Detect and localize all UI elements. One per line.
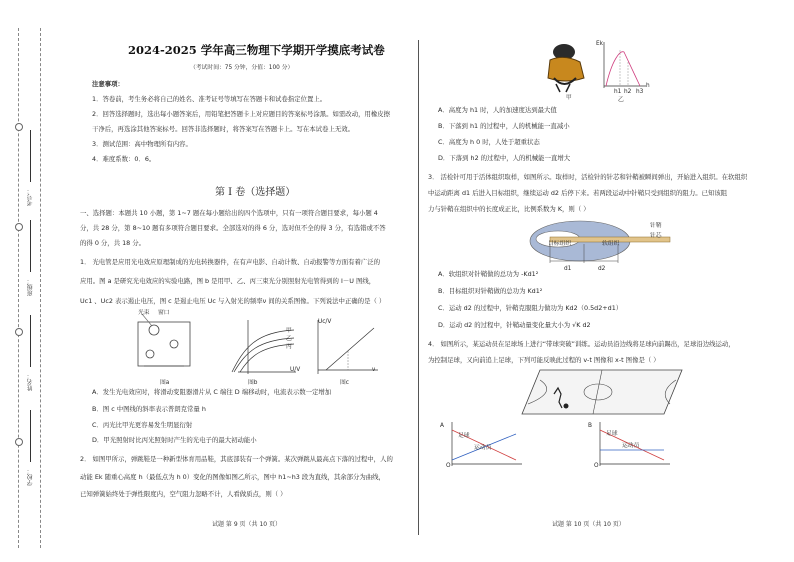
notice-heading: 注意事项：: [92, 80, 124, 88]
binding-strip: [10, 28, 50, 548]
q4-stem: 为控制足球，又向前追上足球，下列可能反映此过程的 v-t 图像和 x-t 图像是（ ）: [428, 356, 660, 364]
q4-graph-b-ball: 足球: [606, 431, 618, 437]
part1-instructions: 的得 0 分，共 18 分。: [80, 239, 146, 247]
q2-fig-h3-tick: h3: [636, 89, 644, 95]
q2-fig-ek-axis: Ek: [596, 41, 604, 47]
exam-title: 2024-2025 学年高三物理下学期开学摸底考试卷: [128, 43, 385, 57]
field-number: 考号：: [27, 188, 34, 206]
q4-graph-a-label: A: [440, 423, 444, 429]
q4-graph-a-origin: O: [446, 463, 451, 469]
q4-graph-a-ball: 足球: [458, 433, 470, 439]
q2-stem: 已知弹簧始终处于弹性限度内，空气阻力忽略不计，人看做质点，则（ ）: [80, 490, 287, 498]
q2-option-a: A．高度为 h1 时，人的加速度达到最大值: [438, 106, 557, 114]
binding-hole: [15, 328, 23, 336]
field-school-line: [30, 410, 31, 462]
part1-instructions: 分，共 28 分，第 8~10 题有多项符合题目要求。全部选对的得 6 分，选对但不全的得 3 分，有选错或不答: [80, 224, 386, 232]
q1-fig-b-caption: 图b: [248, 380, 258, 386]
notice-line: 4．难度系数：0．6。: [92, 155, 156, 163]
binding-hole: [15, 223, 23, 231]
q4-stem: 4． 如图所示，某运动员在足球场上进行“带球突破”训练。运动员沿边线将足球向前踢出，足球沿边线运动，: [428, 340, 735, 348]
page-footer-left: 试题 第 9 页（共 10 页）: [212, 521, 281, 528]
field-class: 班级：: [27, 278, 34, 296]
part1-instructions: 一、选择题：本题共 10 小题，第 1~7 题在每小题给出的四个选项中，只有一项符合题目要求，每小题 4: [80, 209, 378, 217]
q4-graph-b-origin: O: [594, 463, 599, 469]
notice-line: 2．回答选择题时，选出每小题答案后，用铅笔把答题卡上对应题目的答案标号涂黑。如需改动，用橡皮擦: [92, 110, 391, 118]
q2-option-b: B．下落到 h1 的过程中，人的机械能一直减小: [438, 122, 570, 130]
q3-fig-sheath-label: 针鞘: [650, 223, 662, 229]
q1-option-c: C．丙光比甲光更容易发生明显衍射: [92, 421, 193, 429]
page-divider: [418, 40, 419, 535]
q1-fig-c-caption: 图c: [340, 380, 349, 386]
binding-line-outer: [18, 28, 19, 548]
q2-fig-h1-tick: h1: [614, 89, 622, 95]
q1-stem: Uc1 、Uc2 表示遏止电压，图 c 是遏止电压 Uc 与入射光的频率ν 间的关系图像。下列说法中正确的是（ ）: [80, 297, 386, 305]
q3-stem: 3． 活检针可用于活体组织取样，如图所示。取样时，活检针的针芯和针鞘被瞬间弹出，开始进入组织。在软组织: [428, 173, 748, 181]
q1-stem: 应用。图 a 是研究光电效应的实验电路，图 b 是用甲、乙、丙三束光分别照射光电管得到的 I－U 图线，: [80, 277, 376, 285]
field-name: 姓名：: [27, 373, 34, 391]
binding-line-inner: [40, 28, 41, 548]
q4-graph-b-athlete: 运动员: [622, 443, 640, 449]
field-name-line: [30, 315, 31, 367]
q3-stem: 力与针鞘在组织中的长度成正比，比例系数为 K，则（ ）: [428, 205, 590, 213]
q3-fig-d1-label: d1: [564, 266, 572, 272]
q3-option-d: D．运动 d2 的过程中，针鞘动量变化量大小为 √K d2: [438, 321, 591, 329]
q2-stem: 2． 如图甲所示，弹跳鞋是一种新型体育用品鞋，其底部装有一个弹簧。某次弹跳从最高点下落的过程中，人的: [80, 455, 393, 463]
field-class-line: [30, 220, 31, 272]
q2-stem: 动能 Ek 随重心高度 h（最低点为 h 0）变化的图像如图乙所示，图中 h1~h3 段为直线，其余部分为曲线，: [80, 473, 385, 481]
q3-option-b: B．目标组织对针鞘做的总功为 Kd1²: [438, 287, 543, 295]
q1-fig-bing-label: 丙: [286, 344, 292, 350]
q1-figure-circuit: [128, 308, 200, 380]
q4-graph-b-label: B: [588, 423, 592, 429]
q2-figure-spring-shoe: [540, 38, 590, 96]
q1-option-d: D．甲光照射时比丙光照射时产生的光电子的最大初动能小: [92, 436, 257, 444]
q1-fig-uc-axis: Uc/V: [318, 319, 332, 325]
q1-fig-light-label: 光束: [138, 310, 150, 316]
q4-graph-a-athlete: 运动员: [474, 445, 492, 451]
q1-option-a: A．发生光电效应时，将滑动变阻器滑片从 C 端往 D 端移动时，电流表示数一定增加: [92, 388, 332, 396]
q3-stem: 中运动距离 d1 后进入目标组织，继续运动 d2 后停下来。若两段运动中针鞘只受到组织的阻力。已知该阻: [428, 189, 728, 197]
notice-line: 1．答卷前，考生务必将自己的姓名、准考证号等填写在答题卡和试卷指定位置上。: [92, 95, 327, 103]
q1-fig-u-axis: U/V: [290, 367, 301, 373]
q1-fig-yi-label: 乙: [286, 336, 292, 342]
q2-fig-yi-caption: 乙: [618, 97, 624, 103]
field-school: 学校：: [27, 468, 34, 486]
q2-option-c: C．高度为 h 0 时，人处于超重状态: [438, 138, 540, 146]
q2-fig-jia-caption: 甲: [566, 95, 572, 101]
field-number-line: [30, 130, 31, 182]
notice-line: 3．测试范围：高中物理所有内容。: [92, 140, 192, 148]
q3-option-a: A．软组织对针鞘做的总功为 -Kd1²: [438, 270, 539, 278]
q1-fig-jia-label: 甲: [286, 328, 292, 334]
q1-fig-window-label: 窗口: [158, 310, 170, 316]
q2-fig-h-axis: h: [646, 83, 650, 89]
q3-option-c: C．运动 d2 的过程中，针鞘克服阻力做功为 Kd2（0.5d2+d1）: [438, 304, 623, 312]
q3-fig-target-label: 目标组织: [548, 241, 572, 247]
q2-fig-h2-tick: h2: [624, 89, 632, 95]
q3-fig-soft-label: 软组织: [602, 241, 620, 247]
q1-fig-a-caption: 图a: [160, 380, 170, 386]
section-title: 第 Ⅰ 卷（选择题）: [215, 187, 296, 198]
q1-option-b: B．图 c 中图线的斜率表示普朗克常量 h: [92, 405, 206, 413]
page-footer-right: 试题 第 10 页（共 10 页）: [552, 521, 625, 528]
binding-hole: [15, 123, 23, 131]
exam-subtitle: （考试时间：75 分钟，分值：100 分）: [190, 65, 294, 71]
q2-figure-ek-h: [598, 40, 648, 92]
q3-fig-core-label: 针芯: [650, 233, 662, 239]
notice-line: 干净后，再选涂其他答案标号。回答非选择题时，将答案写在答题卡上。写在本试卷上无效。: [92, 125, 355, 133]
q3-fig-d2-label: d2: [598, 266, 606, 272]
binding-hole: [15, 438, 23, 446]
q4-figure-football-field: [518, 366, 686, 418]
q1-stem: 1． 光电管是应用光电效应原理制成的光电转换器件，在有声电影、自动计数、自动报警等方面有着广泛的: [80, 258, 381, 266]
q2-option-d: D．下落到 h2 的过程中，人的机械能一直增大: [438, 154, 571, 162]
q1-fig-nu-axis: ν: [372, 367, 376, 373]
